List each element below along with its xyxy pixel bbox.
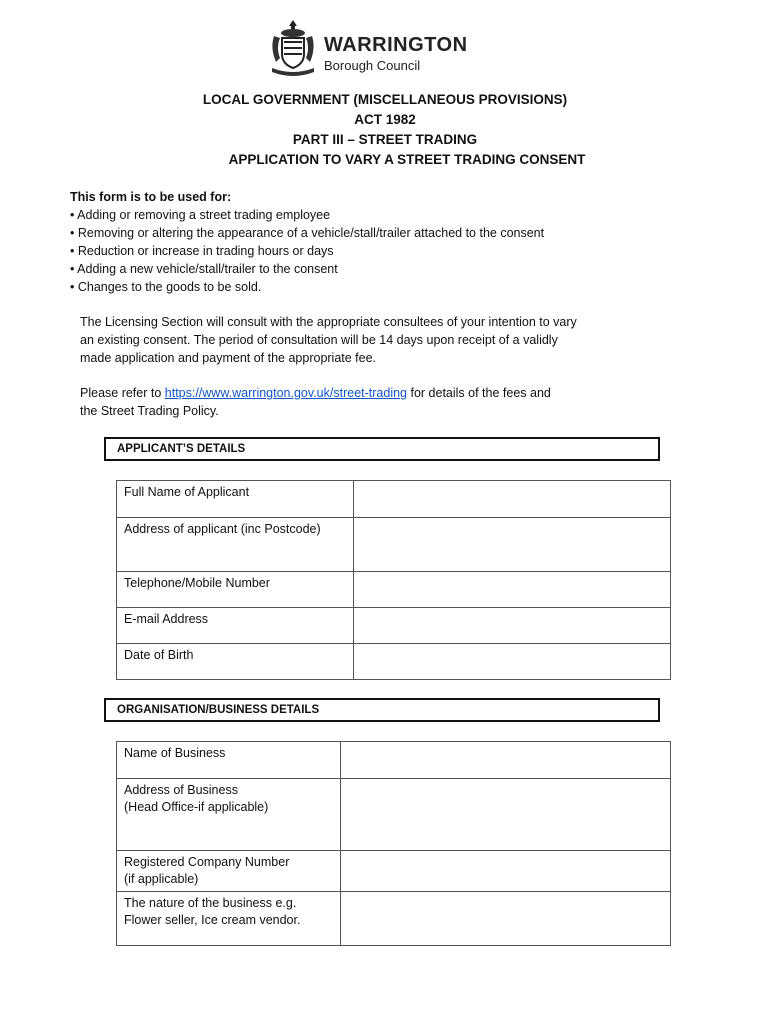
title-line-3: PART III – STREET TRADING <box>292 132 478 147</box>
field-label: Date of Birth <box>117 644 354 680</box>
applicant-details-table <box>116 480 671 680</box>
field-label: Full Name of Applicant <box>117 481 354 518</box>
consultation-line: The Licensing Section will consult with the appropriate consultees of your intention to vary <box>80 315 577 329</box>
table-row <box>117 572 671 608</box>
email-field[interactable] <box>354 608 671 644</box>
company-number-field[interactable] <box>341 851 671 892</box>
usage-bullet: • Removing or altering the appearance of a vehicle/stall/trailer attached to the consent <box>70 226 545 240</box>
table-row <box>117 644 671 680</box>
field-label-line: Registered Company Number <box>124 855 290 869</box>
applicant-section-heading <box>104 437 660 461</box>
field-label-line: (Head Office-if applicable) <box>124 800 269 814</box>
field-label: E-mail Address <box>117 608 354 644</box>
table-row <box>117 742 671 779</box>
field-label-line: Address of Business <box>124 783 238 797</box>
usage-bullet: • Adding a new vehicle/stall/trailer to the consent <box>70 262 338 276</box>
field-label <box>117 779 341 851</box>
telephone-field[interactable] <box>354 572 671 608</box>
table-row <box>117 608 671 644</box>
business-section-heading <box>104 698 660 722</box>
field-label: Address of applicant (inc Postcode) <box>117 518 354 572</box>
usage-bullet: • Adding or removing a street trading employee <box>70 208 331 222</box>
field-label-line: The nature of the business e.g. <box>124 896 297 910</box>
field-label <box>117 742 341 779</box>
table-row <box>117 851 671 892</box>
field-label-line: Flower seller, Ice cream vendor. <box>124 913 301 927</box>
title-line-1: LOCAL GOVERNMENT (MISCELLANEOUS PROVISIONS) <box>202 92 568 107</box>
business-nature-field[interactable] <box>341 892 671 946</box>
table-row <box>117 518 671 572</box>
business-name-field[interactable] <box>341 742 671 779</box>
field-label-line: (if applicable) <box>124 872 199 886</box>
council-logo <box>268 18 488 78</box>
usage-bullet: • Changes to the goods to be sold. <box>70 280 262 294</box>
reference-text: the Street Trading Policy. <box>80 404 219 418</box>
reference-text: Please refer to <box>80 386 165 400</box>
section-heading-text: APPLICANT’S DETAILS <box>117 443 246 455</box>
consultation-line: made application and payment of the appropriate fee. <box>80 351 377 365</box>
usage-list <box>70 188 544 296</box>
field-label <box>117 851 341 892</box>
address-field[interactable] <box>354 518 671 572</box>
document-title <box>0 90 770 170</box>
council-name: WARRINGTON <box>324 34 468 56</box>
usage-bullet: • Reduction or increase in trading hours or days <box>70 244 334 258</box>
title-line-2: ACT 1982 <box>354 112 416 127</box>
field-label-line: Name of Business <box>124 746 226 760</box>
date-of-birth-field[interactable] <box>354 644 671 680</box>
consultation-paragraph <box>80 313 670 367</box>
street-trading-link[interactable]: https://www.warrington.gov.uk/street-trading <box>164 386 408 400</box>
section-heading-text: ORGANISATION/BUSINESS DETAILS <box>117 704 320 716</box>
table-row <box>117 779 671 851</box>
title-line-4: APPLICATION TO VARY A STREET TRADING CONSENT <box>228 152 586 167</box>
field-label: Telephone/Mobile Number <box>117 572 354 608</box>
consultation-line: an existing consent. The period of consultation will be 14 days upon receipt of a validly <box>80 333 558 347</box>
coat-of-arms-icon <box>268 18 318 78</box>
table-row <box>117 892 671 946</box>
usage-lead: This form is to be used for: <box>70 190 232 204</box>
reference-text: for details of the fees and <box>407 386 551 400</box>
business-details-table <box>116 741 671 946</box>
field-label <box>117 892 341 946</box>
table-row <box>117 481 671 518</box>
reference-paragraph <box>80 384 670 420</box>
council-subtitle: Borough Council <box>324 58 421 73</box>
business-address-field[interactable] <box>341 779 671 851</box>
full-name-field[interactable] <box>354 481 671 518</box>
